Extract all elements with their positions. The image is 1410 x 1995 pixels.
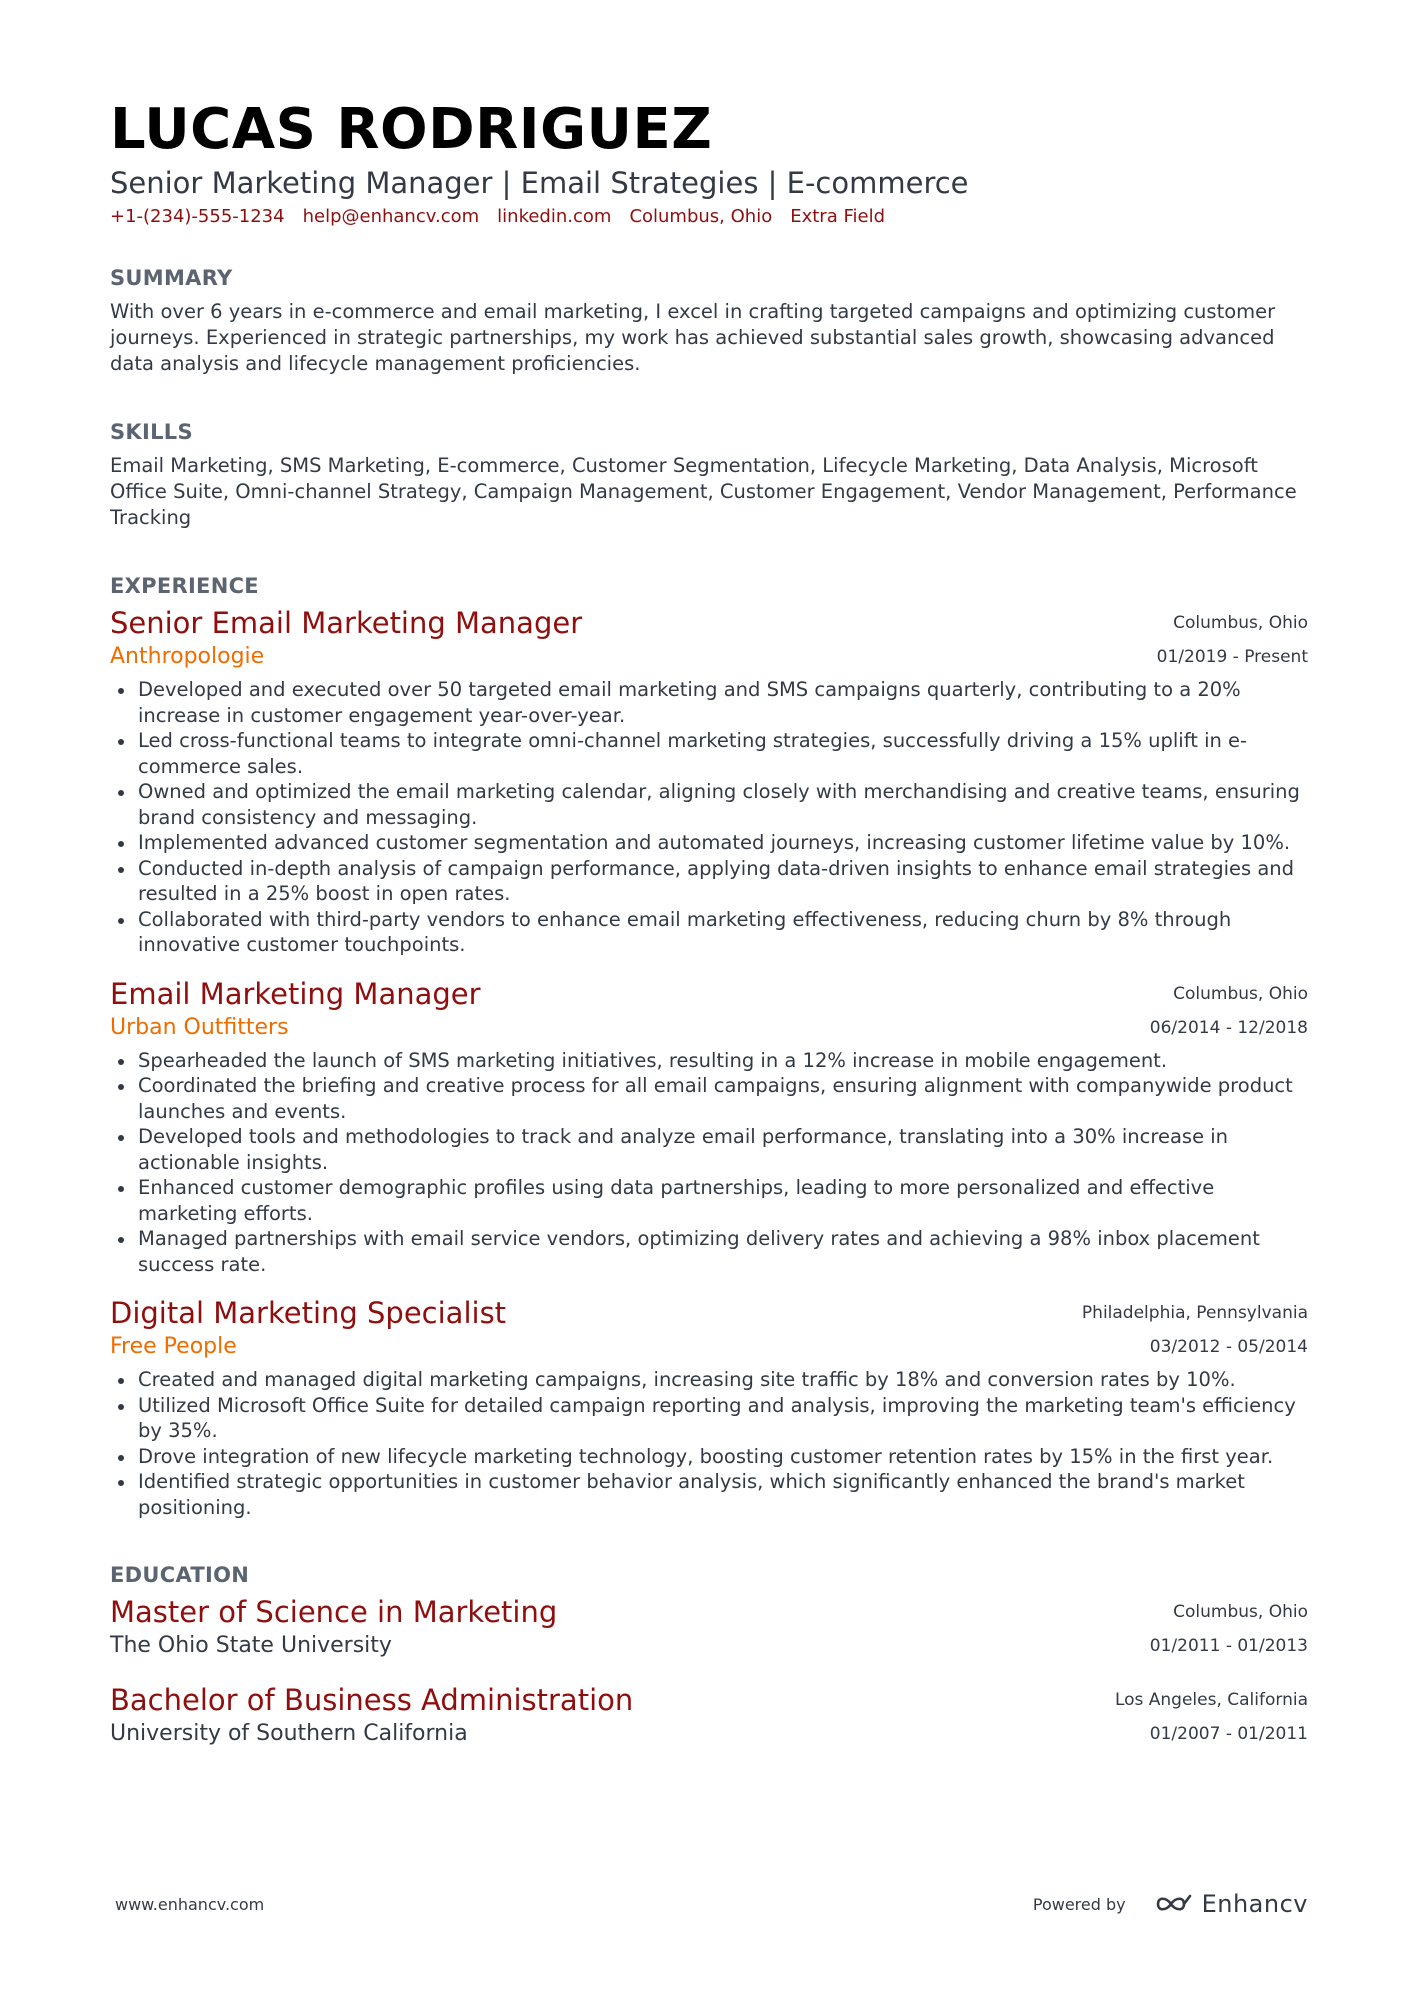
job-location: Columbus, Ohio [1173, 983, 1308, 1004]
job-bullet: Coordinated the briefing and creative process for all email campaigns, ensuring alignment with companywide product launches and events. [110, 1073, 1308, 1124]
job-title: Email Marketing Manager [110, 976, 481, 1011]
job-location: Columbus, Ohio [1173, 613, 1308, 633]
skills-text: Email Marketing, SMS Marketing, E-commerce, Customer Segmentation, Lifecycle Marketing, Data Analysis, Microsoft Office Suite, Omni-channel Strategy, Campaign Management, Customer Engagement, Vendor Management, Performance Tracking [110, 454, 1297, 529]
job-bullet: Managed partnerships with email service vendors, optimizing delivery rates and achieving a 98% inbox placement success rate. [110, 1226, 1308, 1277]
job-title: Senior Email Marketing Manager [110, 606, 583, 640]
job-bullets [110, 1048, 1308, 1278]
education-entry [110, 1682, 1308, 1750]
job-dates: 06/2014 - 12/2018 [1149, 1017, 1308, 1038]
skills-heading: SKILLS [110, 420, 193, 444]
contact-location: Columbus, Ohio [629, 206, 773, 227]
job-bullet: Drove integration of new lifecycle marketing technology, boosting customer retention rates by 15% in the first year. [110, 1444, 1308, 1470]
job-bullet: Implemented advanced customer segmentation and automated journeys, increasing customer lifetime value by 10%. [110, 830, 1308, 856]
summary-heading: SUMMARY [110, 266, 233, 290]
enhancv-logo-icon [1148, 1892, 1194, 1916]
contact-extra-field: Extra Field [790, 206, 885, 227]
skills-section [110, 417, 1308, 531]
job-bullets [110, 1367, 1308, 1520]
education-heading: EDUCATION [110, 1563, 250, 1587]
job-bullet: Led cross-functional teams to integrate omni-channel marketing strategies, successfully driving a 15% uplift in e-commerce sales. [110, 728, 1308, 779]
job-company: Urban Outfitters [110, 1014, 289, 1040]
education-entry [110, 1594, 1308, 1662]
summary-text: With over 6 years in e-commerce and email marketing, I excel in crafting targeted campaigns and optimizing customer journeys. Experienced in strategic partnerships, my work has achieved substantial sales growth, showcasing advanced data analysis and lifecycle management proficiencies. [110, 300, 1276, 375]
contact-phone[interactable]: +1-(234)-555-1234 [110, 206, 285, 227]
job-bullet: Developed and executed over 50 targeted email marketing and SMS campaigns quarterly, contributing to a 20% increase in customer engagement year-over-year. [110, 677, 1308, 728]
degree-title: Bachelor of Business Administration [110, 1683, 634, 1717]
job-bullet: Created and managed digital marketing campaigns, increasing site traffic by 18% and conversion rates by 10%. [110, 1367, 1308, 1393]
powered-by-label: Powered by [1032, 1894, 1126, 1914]
job-bullet: Developed tools and methodologies to track and analyze email performance, translating into a 30% increase in actionable insights. [110, 1124, 1308, 1175]
page-footer [115, 1890, 1308, 1918]
job-bullet: Spearheaded the launch of SMS marketing initiatives, resulting in a 12% increase in mobile engagement. [110, 1048, 1308, 1074]
contact-email[interactable]: help@enhancv.com [302, 206, 480, 227]
job-bullet: Owned and optimized the email marketing calendar, aligning closely with merchandising and creative teams, ensuring brand consistency and messaging. [110, 779, 1308, 830]
degree-title: Master of Science in Marketing [110, 1595, 558, 1629]
education-location: Los Angeles, California [1114, 1690, 1308, 1710]
job-bullets [110, 677, 1308, 958]
job-entry [110, 1295, 1308, 1520]
experience-heading: EXPERIENCE [110, 574, 259, 598]
footer-website-link[interactable]: www.enhancv.com [115, 1894, 265, 1914]
experience-section [110, 571, 1308, 1520]
job-location: Philadelphia, Pennsylvania [1081, 1303, 1308, 1323]
candidate-title: Senior Marketing Manager | Email Strategies | E-commerce [110, 166, 969, 200]
school-name: The Ohio State University [110, 1633, 392, 1658]
powered-by [1033, 1890, 1308, 1918]
job-title: Digital Marketing Specialist [110, 1296, 507, 1330]
education-dates: 01/2011 - 01/2013 [1149, 1636, 1308, 1656]
summary-section [110, 263, 1308, 377]
candidate-name: LUCAS RODRIGUEZ [110, 97, 713, 162]
education-location: Columbus, Ohio [1173, 1602, 1308, 1622]
job-entry [110, 976, 1308, 1278]
job-entry [110, 605, 1308, 958]
job-bullet: Conducted in-depth analysis of campaign performance, applying data-driven insights to enhance email strategies and resulted in a 25% boost in open rates. [110, 856, 1308, 907]
education-section [110, 1560, 1308, 1750]
job-bullet: Utilized Microsoft Office Suite for detailed campaign reporting and analysis, improving the marketing team's efficiency by 35%. [110, 1393, 1308, 1444]
job-dates: 03/2012 - 05/2014 [1149, 1337, 1308, 1357]
job-company: Free People [110, 1334, 237, 1359]
enhancv-brand[interactable] [1148, 1890, 1308, 1918]
job-bullet: Enhanced customer demographic profiles using data partnerships, leading to more personalized and effective marketing efforts. [110, 1175, 1308, 1226]
job-company: Anthropologie [110, 644, 265, 669]
job-dates: 01/2019 - Present [1156, 647, 1308, 667]
job-bullet: Collaborated with third-party vendors to enhance email marketing effectiveness, reducing churn by 8% through innovative customer touchpoints. [110, 907, 1308, 958]
school-name: University of Southern California [110, 1721, 468, 1746]
enhancv-brand-name: Enhancv [1201, 1890, 1308, 1918]
contact-bar [110, 204, 1308, 230]
job-bullet: Identified strategic opportunities in customer behavior analysis, which significantly enhanced the brand's market positioning. [110, 1469, 1308, 1520]
contact-linkedin[interactable]: linkedin.com [497, 206, 612, 227]
education-dates: 01/2007 - 01/2011 [1149, 1724, 1308, 1744]
resume-page [110, 96, 1308, 1750]
